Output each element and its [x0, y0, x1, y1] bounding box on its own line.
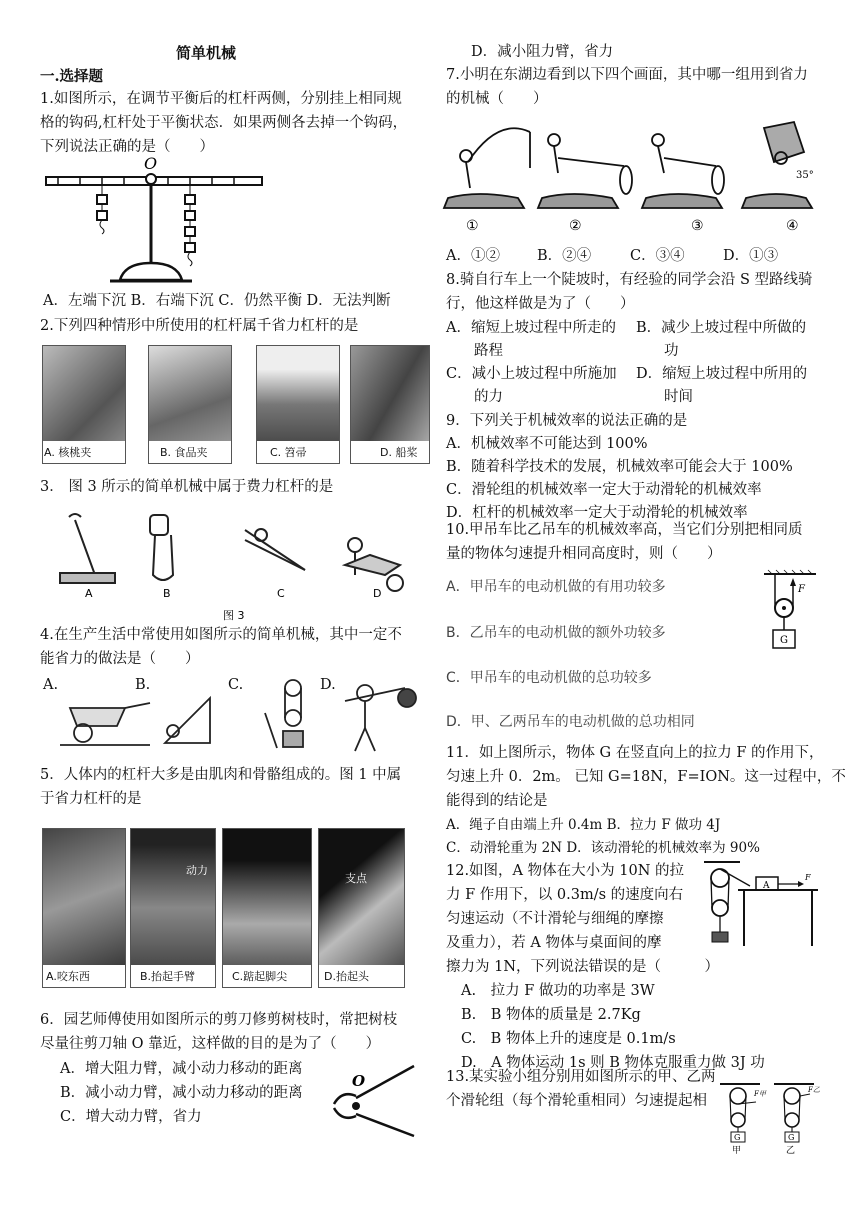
q6-option-d: D．减小阻力臂，省力 — [471, 44, 614, 60]
q7-stem-line1: 7.小明在东湖边看到以下四个画面，其中哪一组用到省力 — [446, 67, 808, 83]
q8-option-c-line1: C．减小上坡过程中所施加 — [446, 366, 617, 382]
q9-stem: 9．下列关于机械效率的说法正确的是 — [446, 413, 688, 429]
q3-label-d: D — [373, 587, 382, 600]
q1-options: A．左端下沉 B．右端下沉 C．仍然平衡 D．无法判断 — [43, 293, 391, 309]
q7-num-2: ② — [569, 218, 582, 234]
q3-label-c: C — [277, 587, 285, 600]
q10-option-a: A．甲吊车的电动机做的有用功较多 — [446, 579, 666, 595]
q5-effort-label: 动力 — [186, 864, 208, 877]
q5-caption-b: B.抬起手臂 — [140, 970, 196, 983]
q10-option-b: B．乙吊车的电动机做的额外功较多 — [446, 625, 666, 641]
q7-option-a: A．①② — [446, 248, 500, 264]
q4-stem-line2: 能省力的做法是（ ） — [40, 651, 200, 667]
q7-option-d: D．①③ — [723, 248, 779, 264]
arm-photo — [130, 828, 216, 988]
q8-option-b-line2: 功 — [664, 343, 679, 359]
q7-num-4: ④ — [786, 218, 799, 234]
q12-stem-line4: 及重力），若 A 物体与桌面间的摩 — [446, 935, 662, 951]
block-a-label: A — [763, 881, 770, 891]
q2-caption-d: D. 船桨 — [380, 446, 418, 459]
q11-stem-line3: 能得到的结论是 — [446, 793, 548, 809]
q10-option-d: D．甲、乙两吊车的电动机做的总功相同 — [446, 714, 695, 730]
pulley-force-label: F — [798, 584, 805, 595]
q3-label-b: B — [163, 587, 171, 600]
group-a-force: F甲 — [754, 1090, 766, 1098]
q4-label-d: D. — [320, 677, 336, 693]
q7-option-c: C．③④ — [630, 248, 685, 264]
q10-stem-line1: 10.甲吊车比乙吊车的机械效率高，当它们分别把相同质 — [446, 522, 803, 538]
tiptoe-photo — [222, 828, 312, 988]
q4-stem-line1: 4.在生产生活中常使用如图所示的简单机械，其中一定不 — [40, 627, 402, 643]
q12-stem-line3: 匀速运动（不计滑轮与细绳的摩擦 — [446, 911, 664, 927]
q3-label-a: A — [85, 587, 93, 600]
q7-num-1: ① — [466, 218, 479, 234]
group-a-weight: G — [734, 1133, 741, 1142]
q6-stem-line2: 尽量往剪刀轴 O 靠近，这样做的目的是为了（ ） — [40, 1036, 381, 1052]
q13-stem-line1: 13.某实验小组分别用如图所示的甲、乙两 — [446, 1069, 716, 1085]
q11-options-ab: A．绳子自由端上升 0.4m B．拉力 F 做功 4J — [446, 817, 721, 833]
movable-pulley-figure — [760, 570, 820, 655]
q7-angle-label: 35° — [796, 170, 814, 181]
q2-caption-b: B. 食品夹 — [160, 446, 208, 459]
q8-option-a-line2: 路程 — [474, 343, 503, 359]
shears-figure — [326, 1062, 418, 1140]
lever-balance-figure — [40, 155, 270, 290]
q13-stem-line2: 个滑轮组（每个滑轮重相同）匀速提起相 — [446, 1093, 707, 1109]
pulley-table-figure — [700, 860, 820, 948]
q3-stem: 3． 图 3 所示的简单机械中属于费力杠杆的是 — [40, 479, 334, 495]
q9-option-a: A．机械效率不可能达到 100% — [446, 436, 648, 452]
group-b-force: F乙 — [808, 1086, 820, 1094]
q3-fig-caption: 图 3 — [223, 609, 245, 622]
q4-figures — [55, 673, 425, 758]
q7-figure — [446, 118, 816, 240]
q1-stem-line2: 格的钩码,杠杆处于平衡状态．如果两侧各去掉一个钩码， — [40, 115, 408, 131]
q8-option-d-line2: 时间 — [664, 389, 693, 405]
q6-stem-line1: 6．园艺师傅使用如图所示的剪刀修剪树枝时，常把树枝 — [40, 1012, 398, 1028]
q2-caption-c: C. 笤帚 — [270, 446, 307, 459]
q6-option-c: C．增大动力臂，省力 — [60, 1109, 202, 1125]
q9-option-d: D．杠杆的机械效率一定大于动滑轮的机械效率 — [446, 505, 748, 521]
q12-stem-line2: 力 F 作用下，以 0.3m/s 的速度向右 — [446, 887, 684, 903]
q5-fulcrum-label: 支点 — [345, 872, 367, 885]
q12-option-a: A. 拉力 F 做功的功率是 3W — [461, 983, 655, 999]
biting-photo — [42, 828, 126, 988]
pulley-groups-figure — [716, 1082, 826, 1157]
section-heading: 一.选择题 — [40, 68, 104, 85]
q4-label-a: A. — [43, 677, 59, 693]
group-a-label: 甲 — [732, 1146, 742, 1156]
q6-option-b: B．减小动力臂，减小动力移动的距离 — [60, 1085, 303, 1101]
q1-stem-line1: 1.如图所示，在调节平衡后的杠杆两侧，分别挂上相同规 — [40, 91, 402, 107]
lever-pivot-label: O — [144, 154, 158, 173]
group-b-label: 乙 — [786, 1146, 796, 1156]
q12-stem-line1: 12.如图，A 物体在大小为 10N 的拉 — [446, 863, 684, 879]
q10-option-c: C．甲吊车的电动机做的总功较多 — [446, 670, 652, 686]
q5-caption-c: C.踮起脚尖 — [232, 970, 288, 983]
q4-label-c: C. — [228, 677, 244, 693]
q2-caption-a: A. 核桃夹 — [44, 446, 92, 459]
q7-option-b: B．②④ — [537, 248, 592, 264]
page-title: 简单机械 — [176, 44, 237, 62]
q4-label-b: B. — [135, 677, 151, 693]
q8-option-b-line1: B．减少上坡过程中所做的 — [636, 320, 807, 336]
q9-option-c: C．滑轮组的机械效率一定大于动滑轮的机械效率 — [446, 482, 762, 498]
q2-stem: 2.下列四种情形中所使用的杠杆属千省力杠杆的是 — [40, 318, 359, 334]
q12-option-c: C. B 物体上升的速度是 0.1m/s — [461, 1031, 676, 1047]
q1-stem-line3: 下列说法正确的是（ ） — [40, 139, 214, 155]
q11-stem-line1: 11．如上图所示，物体 G 在竖直向上的拉力 F 的作用下， — [446, 745, 824, 761]
shears-pivot-label: O — [352, 1072, 366, 1090]
q5-caption-a: A.咬东西 — [46, 970, 90, 983]
q3-figure — [55, 505, 425, 625]
q10-stem-line2: 量的物体匀速提升相同高度时，则（ ） — [446, 546, 722, 562]
head-photo — [318, 828, 405, 988]
pull-force-label: F — [805, 873, 811, 882]
q5-caption-d: D.抬起头 — [324, 970, 369, 983]
q12-option-d: D. A 物体运动 1s 则 B 物体克服重力做 3J 功 — [461, 1055, 765, 1071]
q8-option-a-line1: A．缩短上坡过程中所走的 — [446, 320, 616, 336]
q8-stem-line1: 8.骑自行车上一个陡坡时，有经验的同学会沿 S 型路线骑 — [446, 272, 813, 288]
q8-option-d-line1: D．缩短上坡过程中所用的 — [636, 366, 808, 382]
q5-stem-line1: 5．人体内的杠杆大多是由肌肉和骨骼组成的。图 1 中属 — [40, 767, 402, 783]
group-b-weight: G — [788, 1133, 795, 1142]
q6-option-a: A．增大阻力臂，减小动力移动的距离 — [60, 1061, 303, 1077]
q5-stem-line2: 于省力杠杆的是 — [40, 791, 142, 807]
q12-option-b: B. B 物体的质量是 2.7Kg — [461, 1007, 641, 1023]
q12-stem-line5: 擦力为 1N，下列说法错误的是（ ） — [446, 959, 720, 975]
q9-option-b: B．随着科学技术的发展，机械效率可能会大于 100% — [446, 459, 793, 475]
q7-num-3: ③ — [691, 218, 704, 234]
q8-stem-line2: 行，他这样做是为了（ ） — [446, 296, 635, 312]
q8-option-c-line2: 的力 — [474, 389, 503, 405]
q11-options-cd: C．动滑轮重为 2N D．该动滑轮的机械效率为 90% — [446, 840, 760, 856]
q11-stem-line2: 匀速上升 0．2m。 已知 G=18N，F=ION。这一过程中，不 — [446, 769, 846, 785]
q7-stem-line2: 的机械（ ） — [446, 91, 548, 107]
pulley-weight-label: G — [780, 635, 788, 646]
